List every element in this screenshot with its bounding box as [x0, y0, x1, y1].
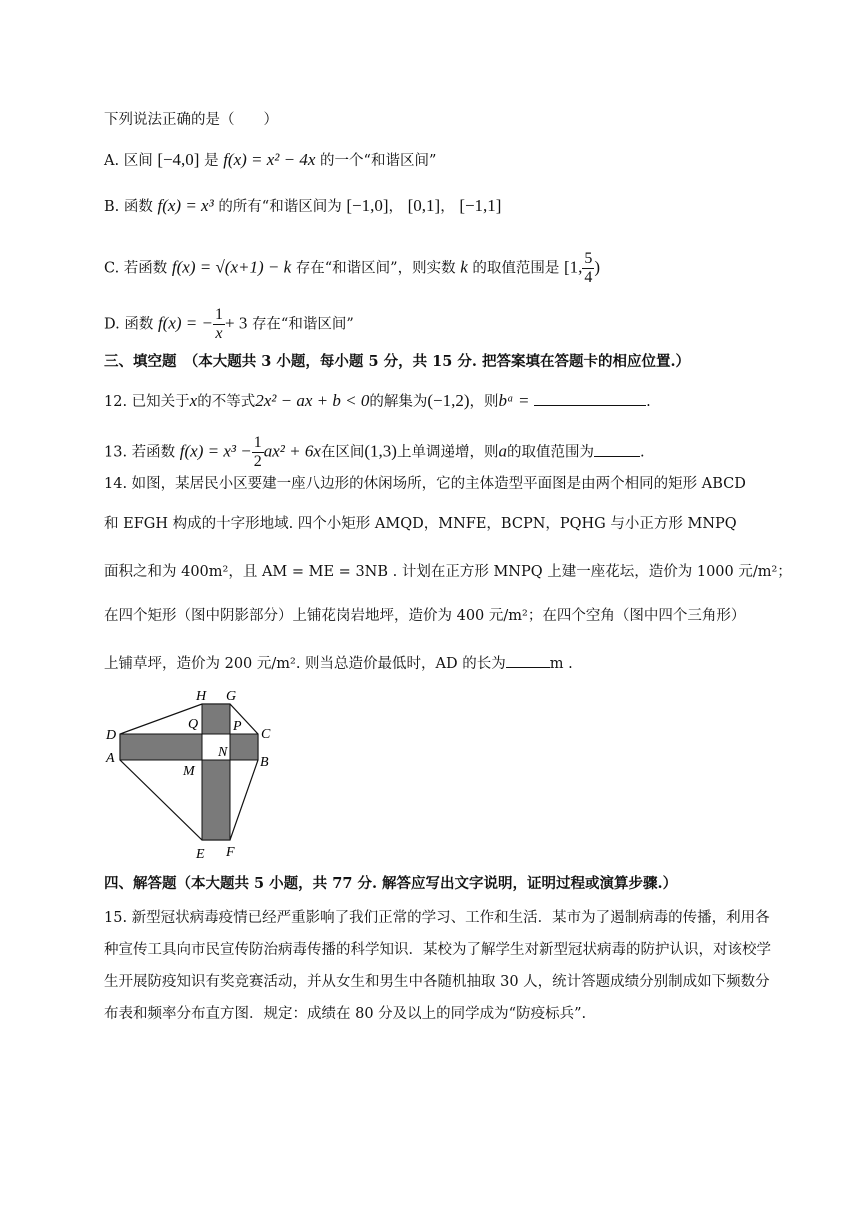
- octagon-figure: [98, 684, 288, 864]
- label-p: P: [233, 719, 242, 734]
- option-c-range-left: [1,: [563, 257, 583, 277]
- q12-expression: bᵃ =: [498, 391, 530, 410]
- option-c-range-right: ): [594, 257, 601, 277]
- option-d-func-right: + 3: [224, 313, 248, 333]
- q12-set: (−1,2): [427, 391, 470, 410]
- question-12: 12. 已知关于x的不等式2x² − ax + b < 0的解集为(−1,2)，则bᵃ = .: [104, 391, 651, 410]
- label-d: D: [106, 728, 117, 743]
- label-f: F: [226, 845, 235, 860]
- section-4-heading: 四、解答题（本大题共 5 小题，共 77 分. 解答应写出文字说明，证明过程或演算步骤.）: [104, 875, 678, 892]
- q14-line-2: 和 EFGH 构成的十字形地域. 四个小矩形 AMQD，MNFE，BCPN，PQHG 与小正方形 MNPQ: [104, 516, 737, 532]
- question-intro: 下列说法正确的是（ ）: [104, 112, 278, 128]
- option-a-interval: [−4,0]: [157, 150, 200, 169]
- option-a-label: A. 区间: [104, 153, 153, 169]
- question-13: 13. 若函数 f(x) = x³ − $\frac{1}{2}$ ax² + 6x在区间(1,3)上单调递增，则a的取值范围为 .: [104, 434, 645, 470]
- q13-answer-blank[interactable]: [594, 441, 640, 457]
- option-d-func-left: f(x) = −: [157, 313, 213, 333]
- option-b-label: B. 函数: [104, 199, 153, 215]
- option-d-fraction: $\frac{1}{x}$: [214, 306, 223, 342]
- option-c-label: C. 若函数: [104, 260, 168, 277]
- label-n: N: [218, 745, 228, 760]
- label-e: E: [196, 847, 205, 862]
- question-15: 15. 新型冠状病毒疫情已经严重影响了我们正常的学习、工作和生活．某市为了遏制病毒的传播，利用各种宣传工具向市民宣传防治病毒传播的科学知识．某校为了解学生对新型冠状病毒的防护认识，对该校学生开展防疫知识有奖竞赛活动，并从女生和男生中各随机抽取 30 人，统计答题成绩分别制成如下频数分布表和频率分布直方图．规定：成绩在 80 分及以上的同学成为“防疫标兵”.: [104, 910, 771, 1022]
- option-a-func: f(x) = x² − 4x: [223, 150, 316, 169]
- option-c-tail: 的取值范围是: [472, 260, 560, 277]
- option-a: [104, 150, 436, 171]
- q14-line-5: 上铺草坪，造价为 200 元/m². 则当总造价最低时，AD 的长为 m .: [104, 652, 573, 674]
- option-b-interval-1: [−1,0]: [346, 196, 389, 215]
- option-b-interval-2: [0,1]: [407, 196, 441, 215]
- option-c-func: f(x) = √(x+1) − k: [171, 257, 292, 277]
- option-b-sep-2: ，: [440, 199, 455, 215]
- label-q: Q: [188, 717, 199, 732]
- rect-abcd: [120, 734, 258, 760]
- label-a: A: [106, 751, 115, 766]
- label-m: M: [183, 764, 195, 779]
- q12-answer-blank[interactable]: [534, 390, 646, 406]
- option-c-fraction: $\frac{5}{4}$: [584, 250, 593, 286]
- option-a-mid: 是: [204, 153, 219, 169]
- q14-line-3: 面积之和为 400m²，且 AM = ME = 3NB . 计划在正方形 MNPQ 上建一座花坛，造价为 1000 元/m²；: [104, 564, 792, 580]
- label-g: G: [226, 689, 237, 704]
- option-c-mid: 存在“和谐区间”，则实数: [295, 260, 456, 277]
- option-a-tail: 的一个“和谐区间”: [320, 153, 437, 169]
- label-c: C: [261, 727, 271, 742]
- q14-answer-blank[interactable]: [506, 652, 550, 668]
- option-c: [104, 250, 600, 287]
- option-b-mid: 的所有“和谐区间为: [218, 199, 342, 215]
- q13-fraction: $\frac{1}{2}$: [253, 434, 262, 470]
- label-h: H: [196, 689, 207, 704]
- option-c-var: k: [460, 257, 468, 277]
- option-b-sep-1: ，: [388, 199, 404, 215]
- section-3-heading: 三、填空题 （本大题共 3 小题，每小题 5 分，共 15 分. 把答案填在答题卡的相应位置.）: [104, 353, 691, 370]
- option-b-interval-3: [−1,1]: [459, 196, 502, 215]
- option-d: [104, 306, 354, 343]
- option-d-tail: 存在“和谐区间”: [251, 316, 354, 333]
- label-b: B: [260, 755, 269, 770]
- option-d-label: D. 函数: [104, 316, 154, 333]
- option-b-func: f(x) = x³: [157, 196, 214, 215]
- rect-efgh: [202, 704, 230, 840]
- q14-line-4: 在四个矩形（图中阴影部分）上铺花岗岩地坪，造价为 400 元/m²；在四个空角（图中四个三角形）: [104, 608, 746, 624]
- option-b: [104, 196, 501, 217]
- q14-line-1: 14. 如图，某居民小区要建一座八边形的休闲场所，它的主体造型平面图是由两个相同的矩形 ABCD: [104, 476, 746, 492]
- q12-inequality: 2x² − ax + b < 0: [255, 391, 370, 410]
